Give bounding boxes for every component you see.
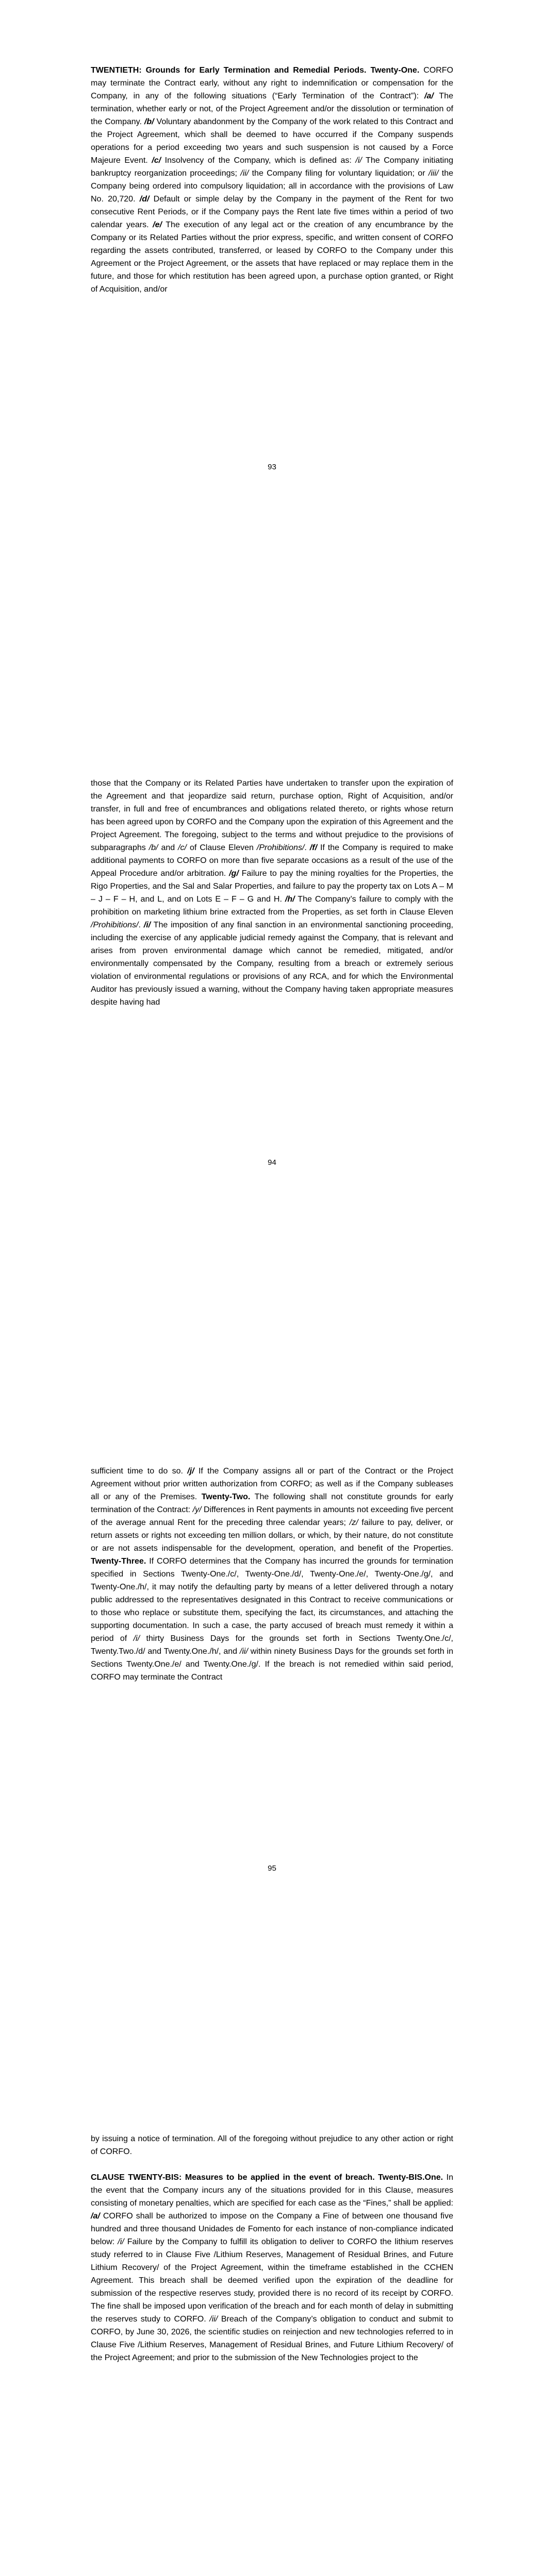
text-run: sufficient time to do so. — [91, 1467, 188, 1476]
text-run: CORFO shall be authorized to impose on the Company a Fine of between one thousand five hundred and three thousand Unidades de Fomento for each instance of non-compliance indicated below: — [91, 2212, 453, 2246]
text-run: Failure by the Company to fulfill its obligation to deliver to CORFO the lithium reserves study referred to in Clause Five /Lithium Reserves, Management of Residual Brines, and Future Lithium Recovery/ of the Project Agreement, within the timeframe established in the CCHEN Agreement. This breach shall be deemed verified upon the expiration of the deadline for submission of the respective reserves study, provided there is no record of its receipt by CORFO. The fine shall be imposed upon verification of the breach and for each month of delay in submitting the reserves study to CORFO. — [91, 2238, 453, 2324]
text-run: thirty Business Days for the grounds set forth in Sections Twenty.One./c/, Twenty.Two./d/ and Twenty.One./h/, and — [91, 1634, 453, 1656]
page-number: 95 — [268, 1864, 276, 1873]
emphasis-run: /i/ — [118, 2238, 124, 2246]
text-run: If CORFO determines that the Company has incurred the grounds for termination specified in Sections Twenty-One./c/, Twenty-One./d/, Twenty-One./e/, Twenty-One./g/, and Twenty-One./h/, it may notify the defaulting party by means of a letter delivered through a notary public addressed to the representatives designated in this Contract to receive communications or to those who replace or substitute them, specifying the fact, its circumstances, and attaching the supporting documentation. In such a case, the party accused of breach must remedy it within a period of — [91, 1557, 453, 1643]
text-run: The following shall not constitute grounds for early termination of the Contract: — [91, 1493, 454, 1514]
emphasis-run: /g/ — [229, 869, 239, 878]
page-body — [91, 777, 453, 1009]
emphasis-run: TWENTIETH: Grounds for Early Termination and Remedial Periods. Twenty-One. — [91, 66, 420, 75]
text-run: . — [138, 921, 144, 929]
text-run: within ninety Business Days for the grounds set forth in Sections Twenty.One./e/ and Twenty.One./g/. If the breach is not remedied within said period, CORFO may terminate the Contract — [91, 1647, 453, 1682]
page-96 — [0, 2110, 544, 2576]
text-run: Failure to pay the mining royalties for the Properties, the Rigo Properties, and the Sal and Salar Properties, and failure to pay the property tax on Lots A – M – J – F – H, and L, and on Lots E – F – G and H. — [91, 869, 453, 904]
paragraph — [91, 1465, 453, 1684]
text-run: If the Company assigns all or part of the Contract or the Project Agreement without prior written authorization from CORFO; as well as if the Company subleases all or any of the Premises. — [91, 1467, 453, 1501]
text-run: by issuing a notice of termination. All of the foregoing without prejudice to any other action or right of CORFO. — [91, 2134, 453, 2156]
paragraph — [91, 2132, 453, 2158]
emphasis-run: /h/ — [285, 895, 295, 904]
text-run: the Company being ordered into compulsory liquidation; all in accordance with the provisions of Law No. 20,720. — [91, 169, 454, 204]
text-run: and — [158, 843, 178, 852]
text-run: Breach of the Company’s obligation to conduct and submit to CORFO, by June 30, 2026, the scientific studies on reinjection and new technologies referred to in Clause Five /Lithium Reserves, Management of Residual Brines, and Future Lithium Recovery/ of the Project Agreement; and prior to the submission of the New Technologies project to the — [91, 2315, 454, 2362]
emphasis-run: /c/ — [178, 843, 187, 852]
text-run: those that the Company or its Related Parties have undertaken to transfer upon the expiration of the Agreement and that jeopardize said return, purchase option, Right of Acquisition, and/or transfer, in full and free of encumbrances and obligations related thereto, or rights whose return has been agreed upon by CORFO and the Company upon the expiration of this Agreement and the Project Agreement. The foregoing, subject to the terms and without prejudice to the provisions of subparagraphs — [91, 779, 453, 852]
emphasis-run: /Prohibitions/ — [91, 921, 139, 929]
page-body — [91, 64, 453, 296]
emphasis-run: /f/ — [309, 843, 318, 852]
emphasis-run: /d/ — [139, 195, 150, 204]
emphasis-run: /y/ — [192, 1505, 202, 1514]
emphasis-run: /ii/ — [239, 1647, 248, 1656]
emphasis-run: /j/ — [187, 1467, 194, 1476]
text-run: The imposition of any final sanction in an environmental sanctioning proceeding, including the exercise of any applicable judicial remedy against the Company, that is relevant and arises from proven environmental damage which cannot be remedied, mitigated, and/or environmentally compensated by the Company, resulting from a breach or extremely serious violation of environmental regulations or provisions of any RCA, and for which the Environmental Auditor has previously issued a warning, without the Company having taken appropriate measures despite having had — [91, 921, 454, 1007]
emphasis-run: /a/ — [424, 92, 434, 100]
page-body — [91, 2132, 453, 2364]
emphasis-run: /e/ — [153, 221, 162, 229]
emphasis-run: /i/ — [133, 1634, 140, 1643]
page-body — [91, 1465, 453, 1684]
text-run: Default or simple delay by the Company in the payment of the Rent for two consecutive Rent Periods, or if the Company pays the Rent late five times within a period of two calendar years. — [91, 195, 454, 229]
emphasis-run: Twenty-Two. — [201, 1493, 251, 1501]
page-93 — [0, 0, 544, 703]
paragraph — [91, 64, 453, 296]
emphasis-run: /b/ — [144, 117, 154, 126]
emphasis-run: /i/ — [143, 921, 151, 929]
emphasis-run: /c/ — [152, 156, 161, 165]
text-run: Differences in Rent payments in amounts not exceeding five percent of the average annual Rent for the preceding three calendar years; — [91, 1505, 453, 1527]
text-run: The Company’s failure to comply with the prohibition on marketing lithium brine extracted from the Properties, as set forth in Clause Eleven — [91, 895, 454, 917]
text-run: Voluntary abandonment by the Company of the work related to this Contract and the Project Agreement, which shall be deemed to have occurred if the Company suspends operations for a period exceeding two years and such suspension is not caused by a Force Majeure Event. — [91, 117, 453, 165]
text-run: If the Company is required to make additional payments to CORFO on more than five separate occasions as a result of the use of the Appeal Procedure and/or arbitration. — [91, 843, 454, 878]
page-number: 93 — [268, 463, 276, 471]
paragraph — [91, 2171, 453, 2364]
emphasis-run: /iii/ — [428, 169, 439, 178]
text-run: The Company initiating bankruptcy reorganization proceedings; — [91, 156, 453, 178]
text-run: The termination, whether early or not, of the Project Agreement and/or the dissolution or termination of the Company. — [91, 92, 453, 126]
text-run: of Clause Eleven — [187, 843, 257, 852]
emphasis-run: /a/ — [91, 2212, 100, 2221]
text-run: Insolvency of the Company, which is defined as: — [161, 156, 356, 165]
text-run: CORFO may terminate the Contract early, without any right to indemnification or compensation for the Company, in any of the following situations (“Early Termination of the Contract”): — [91, 66, 454, 100]
emphasis-run: CLAUSE TWENTY-BIS: Measures to be applied in the event of breach. Twenty-BIS.One. — [91, 2173, 443, 2182]
emphasis-run: /ii/ — [240, 169, 249, 178]
text-run: The execution of any legal act or the creation of any encumbrance by the Company or its Related Parties without the prior express, specific, and written consent of CORFO regarding the assets contributed, transferred, or leased by CORFO to the Company under this Agreement or the Project Agreement, or the assets that have replaced or may replace them in the future, and those for which restitution has been agreed upon, a purchase option granted, or Right of Acquisition, and/or — [91, 221, 453, 294]
emphasis-run: /Prohibitions/ — [256, 843, 305, 852]
emphasis-run: /z/ — [349, 1518, 358, 1527]
page-94 — [0, 703, 544, 1406]
text-run: failure to pay, deliver, or return assets or rights not exceeding ten million dollars, or which, by their nature, do not constitute or are not assets indispensable for the development, operation, and benefit of the Properties. — [91, 1518, 454, 1553]
emphasis-run: /b/ — [149, 843, 158, 852]
page-95 — [0, 1406, 544, 2110]
emphasis-run: /ii/ — [209, 2315, 218, 2324]
text-run: . — [304, 843, 310, 852]
text-run: In the event that the Company incurs any of the situations provided for in this Clause, measures consisting of monetary penalties, which are specified for each case as the “Fines,” shall be applied: — [91, 2173, 453, 2208]
paragraph — [91, 777, 453, 1009]
page-number: 94 — [268, 1158, 276, 1167]
text-run: the Company filing for voluntary liquidation; or — [249, 169, 428, 178]
emphasis-run: /i/ — [355, 156, 362, 165]
emphasis-run: Twenty-Three. — [91, 1557, 146, 1566]
